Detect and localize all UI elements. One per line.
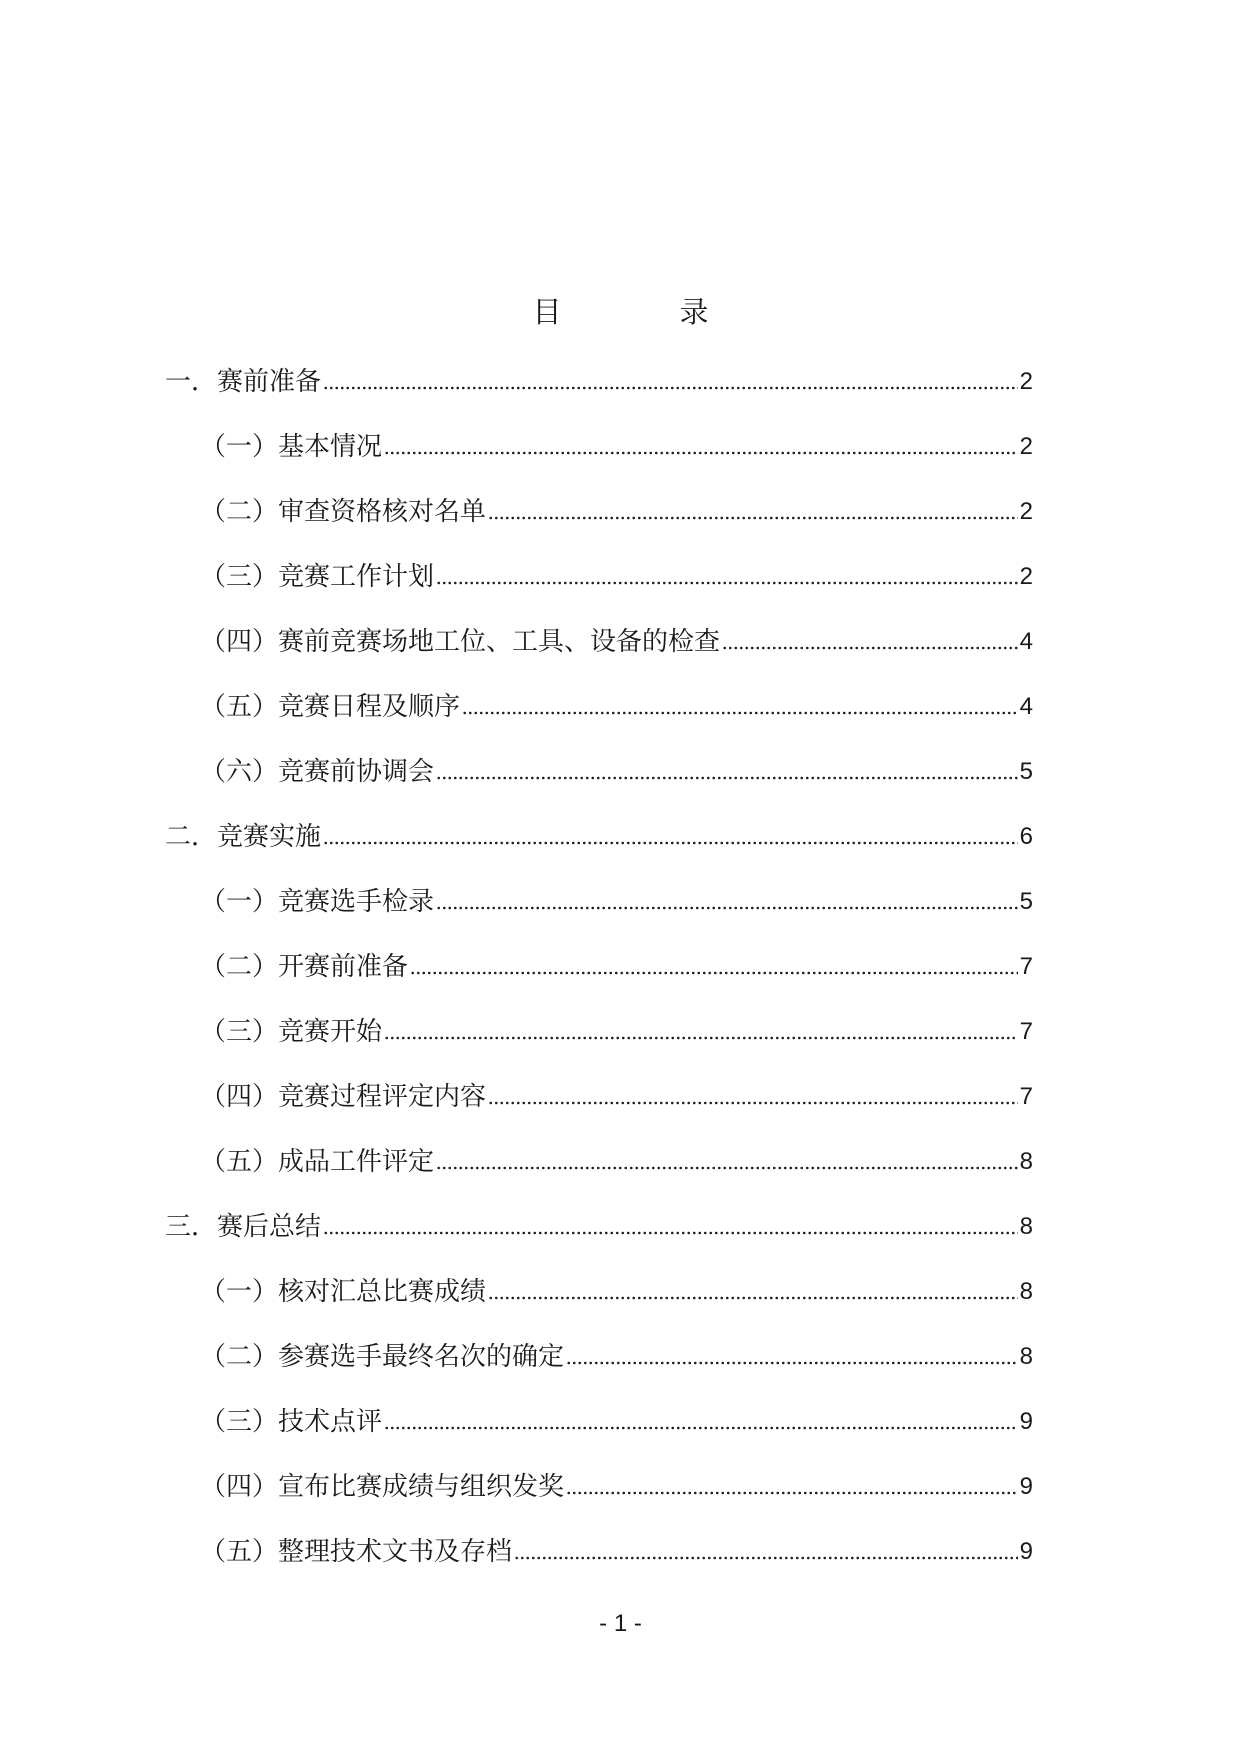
- dot-leader: [488, 1099, 1018, 1107]
- dot-leader: [384, 449, 1018, 457]
- toc-entry-section-2[interactable]: [165, 811, 1033, 855]
- toc-entry-label: （二）参赛选手最终名次的确定: [200, 1342, 565, 1372]
- dot-leader: [436, 579, 1018, 587]
- toc-entry-page: 5: [1019, 888, 1033, 915]
- toc-entry-label: （一）竞赛选手检录: [200, 887, 435, 917]
- toc-entry-page: 6: [1019, 823, 1033, 850]
- toc-entry-label: （一）核对汇总比赛成绩: [200, 1277, 487, 1307]
- toc-entry-section-3[interactable]: [165, 1201, 1033, 1245]
- toc-entry-page: 2: [1019, 563, 1033, 590]
- dot-leader: [323, 839, 1018, 847]
- toc-entry-label: 二．竞赛实施: [165, 822, 322, 852]
- dot-leader: [323, 384, 1018, 392]
- toc-entry-page: 7: [1019, 1083, 1033, 1110]
- dot-leader: [566, 1359, 1018, 1367]
- toc-entry-page: 4: [1019, 628, 1033, 655]
- dot-leader: [514, 1554, 1018, 1562]
- dot-leader: [323, 1229, 1018, 1237]
- toc-entry-subsection[interactable]: [200, 1136, 1033, 1180]
- toc-entry-subsection[interactable]: [200, 1006, 1033, 1050]
- toc-title-char-1: 目: [532, 295, 562, 329]
- toc-entry-subsection[interactable]: [200, 1396, 1033, 1440]
- toc-entry-subsection[interactable]: [200, 1266, 1033, 1310]
- toc-entry-page: 8: [1019, 1343, 1033, 1370]
- dot-leader: [488, 1294, 1018, 1302]
- dot-leader: [436, 904, 1018, 912]
- toc-entry-section-1[interactable]: [165, 356, 1033, 400]
- toc-entry-label: （三）竞赛开始: [200, 1017, 383, 1047]
- toc-entry-subsection[interactable]: [200, 1526, 1033, 1570]
- toc-entry-page: 9: [1019, 1473, 1033, 1500]
- toc-entry-label: （四）宣布比赛成绩与组织发奖: [200, 1472, 565, 1502]
- toc-entry-label: （四）竞赛过程评定内容: [200, 1082, 487, 1112]
- toc-entry-label: （三）技术点评: [200, 1407, 383, 1437]
- dot-leader: [462, 709, 1018, 717]
- dot-leader: [488, 514, 1018, 522]
- toc-entry-subsection[interactable]: [200, 616, 1033, 660]
- toc-entry-page: 8: [1019, 1278, 1033, 1305]
- page-number: - 1 -: [599, 1610, 642, 1637]
- toc-entry-page: 4: [1019, 693, 1033, 720]
- toc-entry-page: 8: [1019, 1213, 1033, 1240]
- dot-leader: [566, 1489, 1018, 1497]
- toc-entry-subsection[interactable]: [200, 1461, 1033, 1505]
- toc-entry-subsection[interactable]: [200, 486, 1033, 530]
- toc-entry-page: 5: [1019, 758, 1033, 785]
- toc-title-char-2: 录: [679, 295, 709, 329]
- toc-entry-label: （二）审查资格核对名单: [200, 497, 487, 527]
- toc-entry-label: （五）成品工件评定: [200, 1147, 435, 1177]
- toc-entry-subsection[interactable]: [200, 421, 1033, 465]
- toc-entry-page: 9: [1019, 1408, 1033, 1435]
- dot-leader: [384, 1034, 1018, 1042]
- toc-entry-page: 2: [1019, 498, 1033, 525]
- dot-leader: [722, 644, 1018, 652]
- dot-leader: [436, 774, 1018, 782]
- toc-entry-label: 三．赛后总结: [165, 1212, 322, 1242]
- toc-entry-subsection[interactable]: [200, 876, 1033, 920]
- dot-leader: [384, 1424, 1018, 1432]
- toc-entry-page: 7: [1019, 1018, 1033, 1045]
- toc-entry-label: （四）赛前竞赛场地工位、工具、设备的检查: [200, 627, 721, 657]
- toc-entry-label: （二）开赛前准备: [200, 952, 409, 982]
- toc-entry-label: （一）基本情况: [200, 432, 383, 462]
- toc-entry-page: 2: [1019, 433, 1033, 460]
- toc-entry-label: （五）整理技术文书及存档: [200, 1537, 513, 1567]
- toc-entry-subsection[interactable]: [200, 681, 1033, 725]
- toc-entry-subsection[interactable]: [200, 1331, 1033, 1375]
- toc-entry-subsection[interactable]: [200, 551, 1033, 595]
- toc-entry-subsection[interactable]: [200, 1071, 1033, 1115]
- toc-entry-page: 9: [1019, 1538, 1033, 1565]
- toc-title: [0, 292, 1241, 332]
- toc-entry-label: 一．赛前准备: [165, 367, 322, 397]
- toc-entry-label: （六）竞赛前协调会: [200, 757, 435, 787]
- toc-entry-label: （五）竞赛日程及顺序: [200, 692, 461, 722]
- toc-entry-page: 2: [1019, 368, 1033, 395]
- toc-entry-label: （三）竞赛工作计划: [200, 562, 435, 592]
- toc-entry-subsection[interactable]: [200, 941, 1033, 985]
- dot-leader: [410, 969, 1018, 977]
- toc-entry-subsection[interactable]: [200, 746, 1033, 790]
- toc-entry-page: 8: [1019, 1148, 1033, 1175]
- toc-entry-page: 7: [1019, 953, 1033, 980]
- dot-leader: [436, 1164, 1018, 1172]
